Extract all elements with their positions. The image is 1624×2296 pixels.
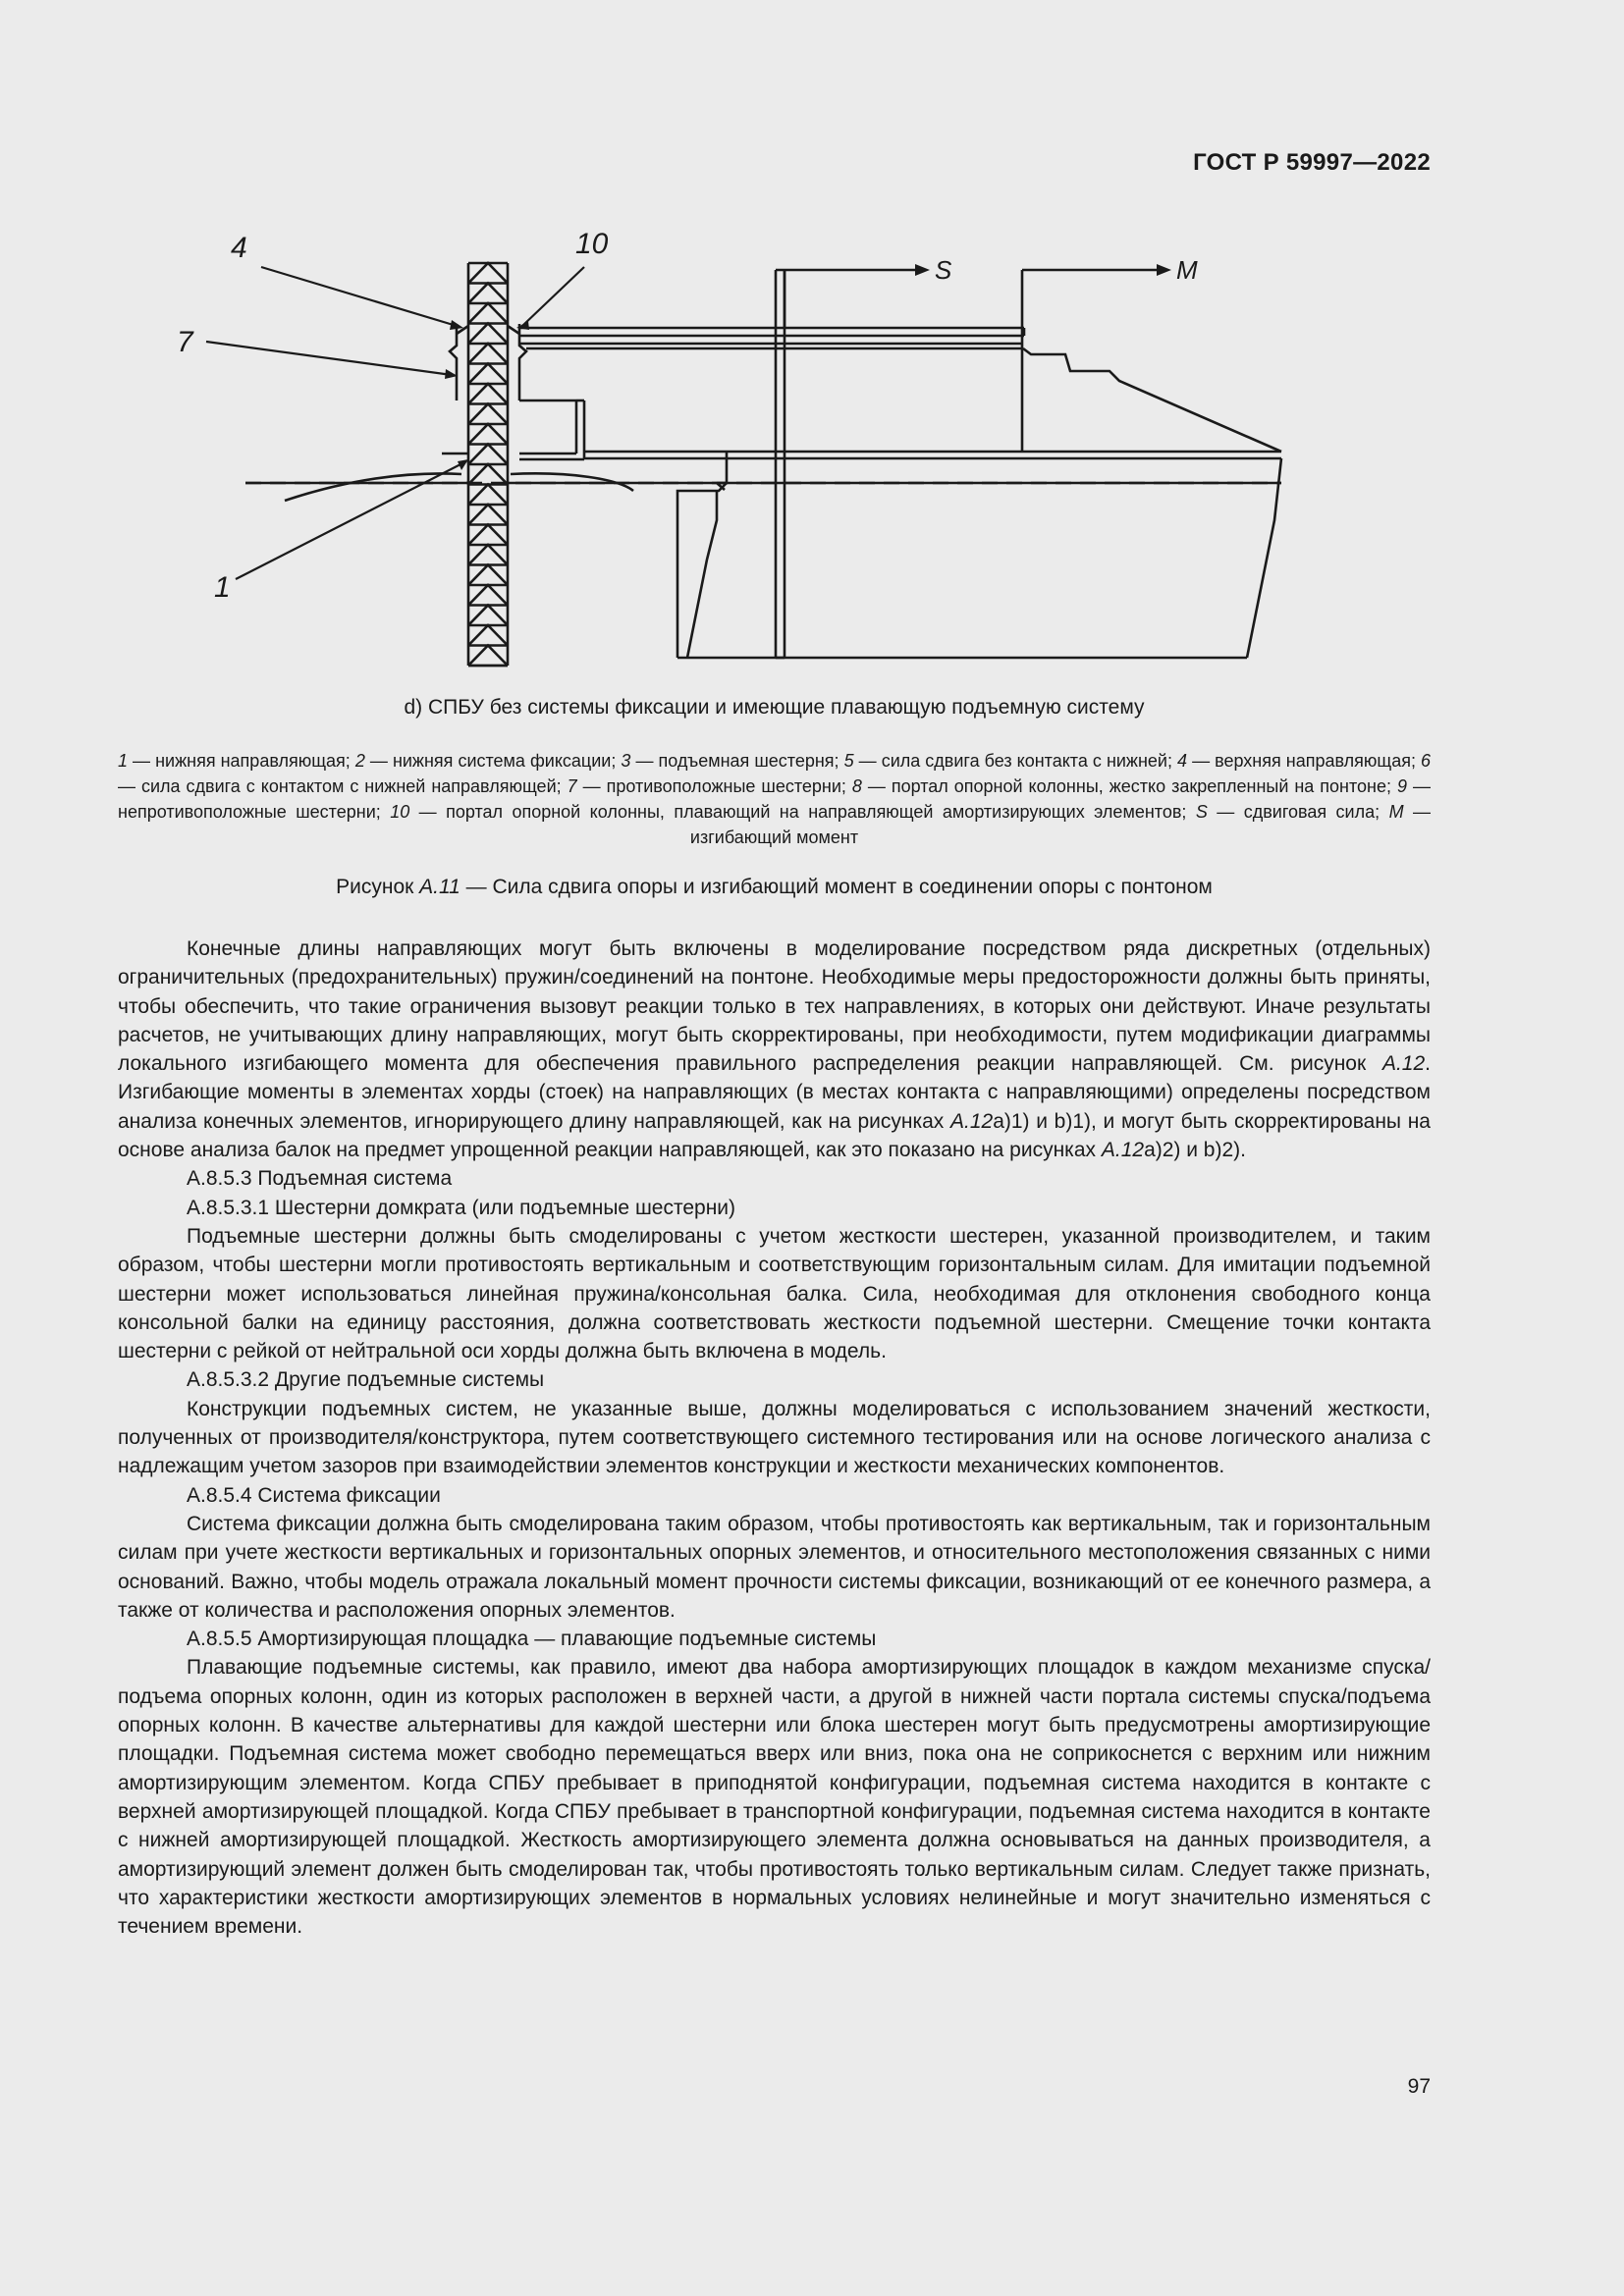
legend-item: M — изгибающий момент [689,802,1432,847]
legend-item: 3 — подъемная шестерня; [621,751,844,771]
truss-cell [468,505,508,525]
truss-cell [468,344,508,364]
truss-cell [468,263,508,284]
legend-item: 1 — нижняя направляющая; [118,751,355,771]
page-number: 97 [1407,2075,1431,2098]
truss-cell [468,565,508,586]
truss-cell [468,606,508,626]
truss-cell [468,364,508,385]
truss-cell [468,585,508,606]
callout-4: 4 [231,232,247,264]
truss-cell [468,545,508,565]
legend-item: 6 — сила сдвига с контактом с нижней направляющей; [118,751,1432,796]
section-heading-a854: А.8.5.4 Система фиксации [187,1483,441,1507]
body-text [118,934,1431,1941]
truss-cell [468,324,508,345]
callout-7: 7 [177,326,193,358]
figure-subcaption: d) СПБУ без системы фиксации и имеющие плавающую подъемную систему [404,696,1145,719]
truss-cell [468,404,508,425]
truss-cell [468,284,508,304]
legend-item: 5 — сила сдвига без контакта с нижней; [843,751,1178,771]
truss-cell [468,464,508,485]
shear-force-label: S [935,255,952,285]
legend-item: 10 — портал опорной колонны, плавающий на направляющей амортизирующих элементов; [390,802,1196,822]
figure-legend [118,748,1431,850]
section-heading-a855: А.8.5.5 Амортизирующая площадка — плавающие подъемные системы [187,1628,877,1651]
paragraph: Подъемные шестерни должны быть смоделированы с учетом жесткости шестерен, указанной производителем, и таким образом, чтобы шестерни могли противостоять вертикальным и соответствующим горизонтальным силам. Для имитации подъемной шестерни может использоваться линейная пружина/консольная балка. Сила, необходимая для отклонения свободного конца консольной балки на единицу расстояния, должна соответствовать жесткости подъемной шестерни. Смещение точки контакта шестерни с рейкой от нейтральной оси хорды должна быть включена в модель. [118,1224,1431,1363]
callout-10: 10 [575,228,609,260]
legend-item: 9 — непротивоположные шестерни; [118,776,1431,822]
truss-cell [468,424,508,445]
truss-cell [468,384,508,404]
bending-moment-label: M [1176,255,1198,285]
truss-cell [468,445,508,465]
truss-cell [468,646,508,667]
section-heading-a8532: А.8.5.3.2 Другие подъемные системы [187,1368,545,1392]
legend-item: 2 — нижняя система фиксации; [354,751,622,771]
legend-item: 4 — верхняя направляющая; [1177,751,1422,771]
figure-diagram [177,226,1316,682]
section-heading-a8531: А.8.5.3.1 Шестерни домкрата (или подъемные шестерни) [187,1196,736,1219]
leg-truss-cells [468,263,508,666]
document-header: ГОСТ Р 59997—2022 [1193,149,1431,176]
legend-item: S — сдвиговая сила; [1195,802,1389,822]
paragraph: Плавающие подъемные системы, как правило, имеют два набора амортизирующих площадок в каждом механизме спуска/подъема опорных колонн, один из которых расположен в верхней части, а другой в нижней части портала системы спуска/подъема опорных колонн. В качестве альтернативы для каждой шестерни или блока шестерен могут быть предусмотрены амортизирующие площадки. Подъемная система может свободно перемещаться вверх или вниз, пока она не соприкоснется с верхним или нижним амортизирующим элементом. Когда СПБУ пребывает в приподнятой конфигурации, подъемная система находится в контакте с верхней амортизирующей площадкой. Когда СПБУ пребывает в транспортной конфигурации, подъемная система находится в контакте с нижней амортизирующей площадкой. Жесткость амортизирующего элемента должна основываться на данных производителя, а амортизирующий элемент должен быть смоделирован так, чтобы противостоять только вертикальным силам. Следует также признать, что характеристики жесткости амортизирующих элементов в нормальных условиях нелинейные и могут значительно изменяться с течением времени. [118,1656,1431,1939]
figure-caption: Рисунок А.11 — Сила сдвига опоры и изгибающий момент в соединении опоры с понтоном [336,876,1213,898]
truss-cell [468,485,508,506]
truss-cell [468,303,508,324]
section-heading-a853: А.8.5.3 Подъемная система [187,1167,453,1191]
truss-cell [468,525,508,546]
paragraph: Система фиксации должна быть смоделирована таким образом, чтобы противостоять как вертикальным, так и горизонтальным силам при учете жесткости вертикальных и горизонтальных опорных элементов, и относительного местоположения связанных с ними оснований. Важно, чтобы модель отражала локальный момент прочности системы фиксации, возникающий от ее конечного размера, а также от количества и расположения опорных элементов. [118,1512,1431,1622]
truss-cell [468,625,508,646]
legend-item: 7 — противоположные шестерни; [567,776,852,796]
legend-item: 8 — портал опорной колонны, жестко закрепленный на понтоне; [851,776,1397,796]
paragraph: Конечные длины направляющих могут быть включены в моделирование посредством ряда дискретных (отдельных) ограничительных (предохранительных) пружин/соединений на понтоне. Необходимые меры предосторожности должны быть приняты, чтобы обеспечить, что такие ограничения вызовут реакции только в тех направлениях, в которых они действуют. Иначе результаты расчетов, не учитывающих длину направляющих, могут быть скорректированы, при необходимости, путем модификации диаграммы локального изгибающего момента для обеспечения правильного распределения реакции направляющей. См. рисунок А.12. Изгибающие моменты в элементах хорды (стоек) на направляющих (в местах контакта с направляющими) определены посредством анализа конечных элементов, игнорирующего длину направляющей, как на рисунках А.12а)1) и b)1), и могут быть скорректированы на основе анализа балок на предмет упрощенной реакции направляющей, как это показано на рисунках А.12а)2) и b)2). [118,937,1431,1162]
callout-1: 1 [214,571,231,604]
paragraph: Конструкции подъемных систем, не указанные выше, должны моделироваться с использованием значений жесткости, полученных от производителя/конструктора, путем соответствующего системного тестирования или на основе логического анализа с надлежащим учетом зазоров при взаимодействии элементов конструкции и жесткости механических компонентов. [118,1397,1431,1478]
